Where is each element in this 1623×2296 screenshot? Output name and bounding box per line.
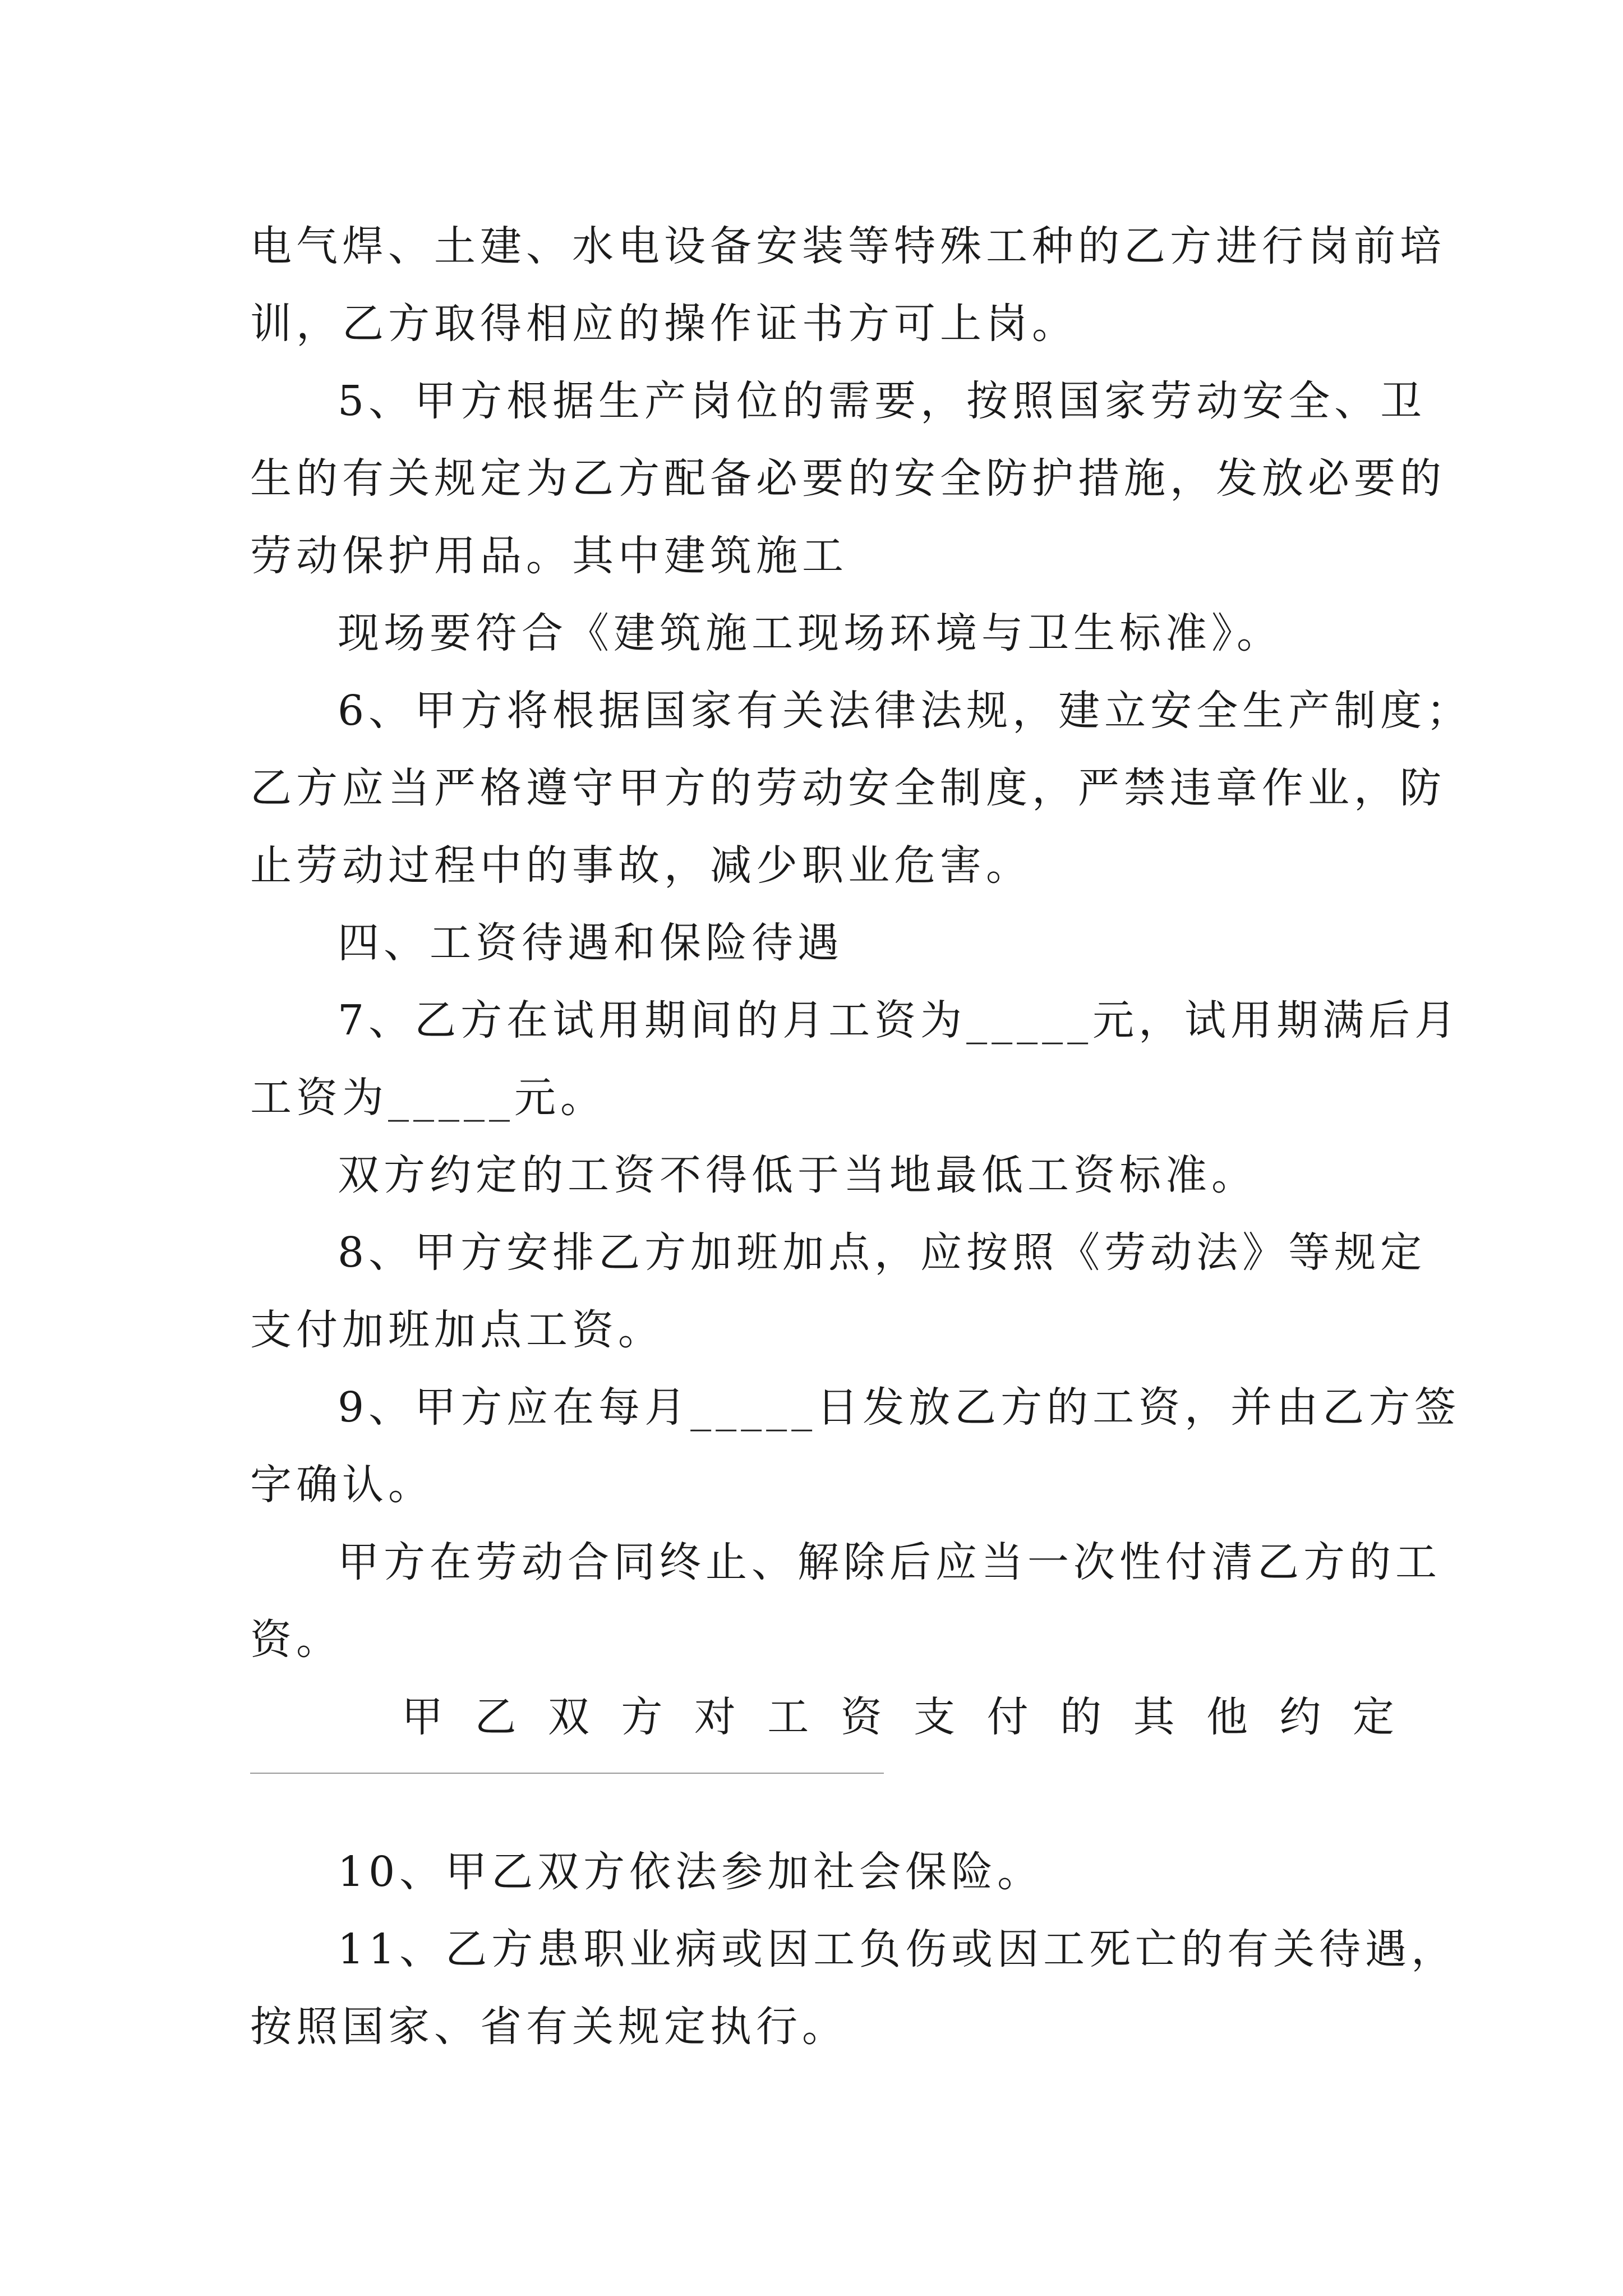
text-line: 四、工资待遇和保险待遇	[338, 919, 843, 967]
spread-character: 对	[694, 1693, 736, 1741]
spread-character: 其	[1133, 1693, 1175, 1741]
fill-in-blank-rule	[250, 1756, 1394, 1833]
text-line: 生的有关规定为乙方配备必要的安全防护措施，发放必要的	[250, 454, 1446, 503]
text-line: 6、甲方将根据国家有关法律法规，建立安全生产制度；	[338, 687, 1473, 735]
spread-character: 方	[621, 1693, 663, 1741]
spread-character: 的	[1060, 1693, 1102, 1741]
spread-character: 支	[914, 1693, 956, 1741]
text-line: 劳动保护用品。其中建筑施工	[250, 532, 848, 580]
text-line: 乙方应当严格遵守甲方的劳动安全制度，严禁违章作业，防	[250, 764, 1446, 812]
text-line: 9、甲方应在每月_____日发放乙方的工资，并由乙方签	[338, 1383, 1461, 1432]
spread-character: 乙	[474, 1693, 517, 1741]
text-line: 按照国家、省有关规定执行。	[250, 2003, 848, 2051]
text-line: 5、甲方根据生产岗位的需要，按照国家劳动安全、卫	[338, 377, 1427, 425]
text-line: 止劳动过程中的事故，减少职业危害。	[250, 841, 1032, 890]
text-line: 字确认。	[250, 1461, 434, 1509]
text-line: 10、甲乙双方依法参加社会保险。	[338, 1848, 1044, 1896]
text-line: 训，乙方取得相应的操作证书方可上岗。	[250, 300, 1078, 348]
text-line: 支付加班加点工资。	[250, 1306, 664, 1354]
spread-character: 资	[840, 1693, 882, 1741]
spread-text-line	[250, 1678, 1394, 1756]
text-line: 电气焊、土建、水电设备安装等特殊工种的乙方进行岗前培	[250, 222, 1446, 270]
text-line: 7、乙方在试用期间的月工资为_____元，试用期满后月	[338, 996, 1461, 1045]
text-line: 双方约定的工资不得低于当地最低工资标准。	[338, 1151, 1257, 1199]
document-body	[250, 208, 1473, 2065]
spread-character: 定	[1352, 1693, 1394, 1741]
spread-character: 双	[547, 1693, 589, 1741]
spread-character: 他	[1206, 1693, 1248, 1741]
spread-character: 甲	[402, 1693, 443, 1741]
spread-character: 约	[1279, 1693, 1321, 1741]
text-line: 现场要符合《建筑施工现场环境与卫生标准》。	[338, 609, 1283, 657]
spread-character: 工	[767, 1693, 809, 1741]
text-line: 工资为_____元。	[250, 1074, 606, 1122]
text-line: 资。	[250, 1616, 342, 1664]
text-line: 11、乙方患职业病或因工负伤或因工死亡的有关待遇，	[338, 1925, 1458, 1973]
spread-character: 付	[986, 1693, 1029, 1741]
underline-bar	[250, 1773, 884, 1774]
text-line: 甲方在劳动合同终止、解除后应当一次性付清乙方的工	[338, 1538, 1441, 1586]
text-line: 8、甲方安排乙方加班加点，应按照《劳动法》等规定	[338, 1228, 1427, 1277]
